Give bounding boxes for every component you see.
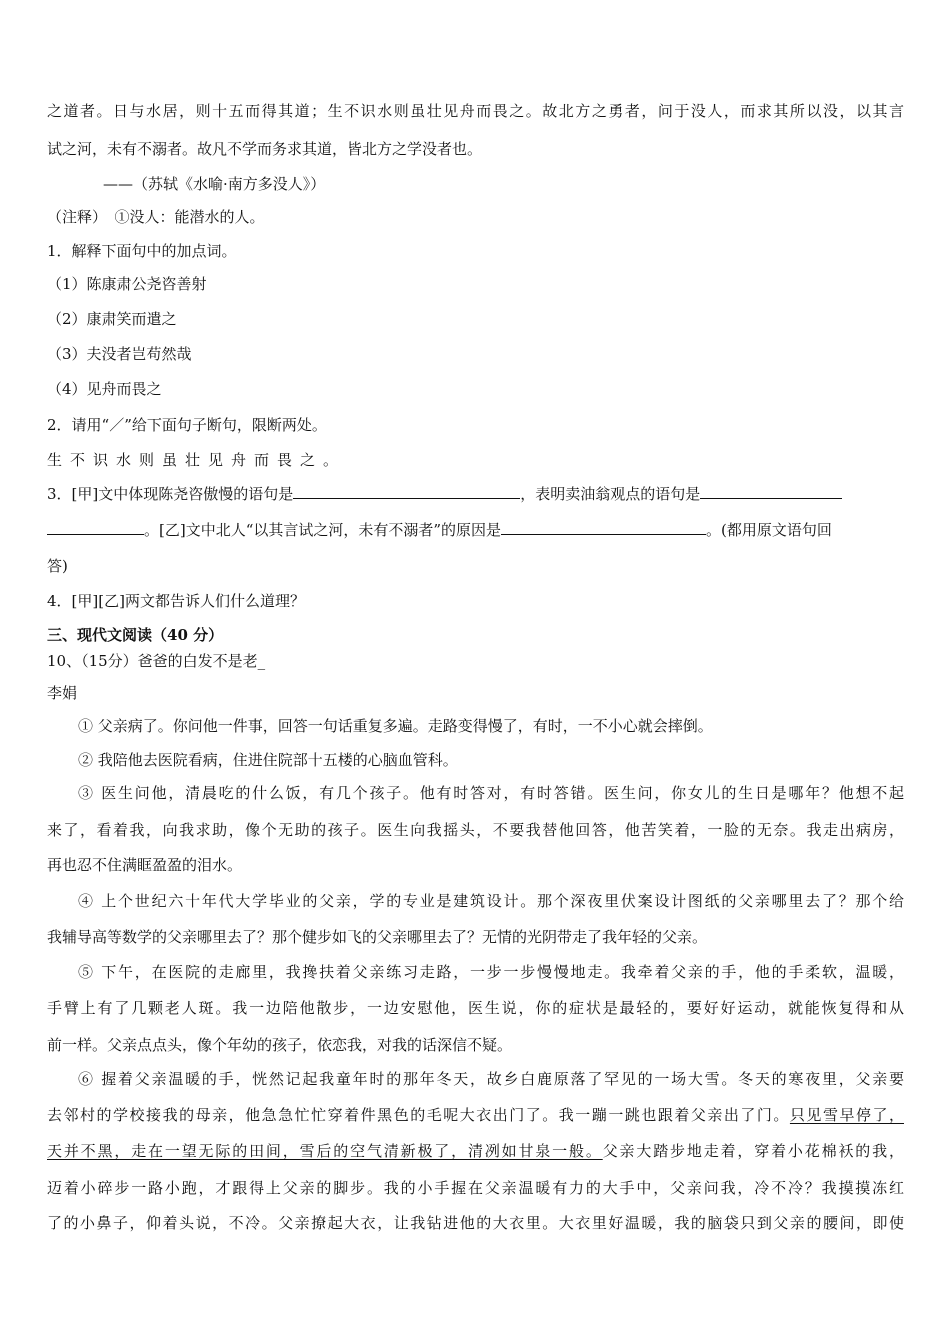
article-paragraph: 再也忍不住满眶盈盈的泪水。 [47, 856, 243, 874]
answer-blank[interactable] [501, 520, 706, 535]
article-paragraph: 了的小鼻子，仰着头说，不冷。父亲撩起大衣，让我钻进他的大衣里。大衣里好温暖，我的脑袋只到父亲的腰间，即使 [47, 1214, 904, 1232]
article-paragraph [47, 1104, 904, 1126]
article-paragraph: ⑤ 下午，在医院的走廊里，我搀扶着父亲练习走路，一步一步慢慢地走。我牵着父亲的手，他的手柔软，温暖， [78, 963, 904, 981]
question-1-item: （2）康肃笑而遣之 [47, 310, 177, 328]
question-3-line [47, 519, 832, 541]
question-1-item: （3）夫没者岂苟然哉 [47, 345, 192, 363]
article-paragraph: 前一样。父亲点点头，像个年幼的孩子，依恋我，对我的话深信不疑。 [47, 1036, 513, 1054]
question-3-text: ，表明卖油翁观点的语句是 [520, 485, 701, 503]
question-3-text: 。[乙]文中北人“以其言试之河，未有不溺者”的原因是 [144, 521, 502, 539]
question-10-title: 10、（15分）爸爸的白发不是老_ [47, 652, 266, 670]
article-text: 父亲大踏步地走着，穿着小花棉袄的我， [602, 1142, 904, 1160]
article-paragraph [47, 1140, 904, 1162]
article-paragraph: 我辅导高等数学的父亲哪里去了？那个健步如飞的父亲哪里去了？无情的光阴带走了我年轻的父亲。 [47, 928, 708, 946]
passage-source: ——（苏轼《水喻·南方多没人》） [103, 175, 326, 193]
article-paragraph: ④ 上个世纪六十年代大学毕业的父亲，学的专业是建筑设计。那个深夜里伏案设计图纸的父亲哪里去了？那个给 [78, 892, 904, 910]
article-author: 李娟 [47, 684, 78, 702]
article-paragraph: 手臂上有了几颗老人斑。我一边陪他散步，一边安慰他，医生说，你的症状是最轻的，要好好运动，就能恢复得和从 [47, 999, 904, 1017]
passage-line: 试之河，未有不溺者。故凡不学而务求其道，皆北方之学没者也。 [47, 140, 483, 158]
underlined-sentence: 天并不黑，走在一望无际的田间，雪后的空气清新极了，清冽如甘泉一般。 [47, 1142, 603, 1160]
question-3-text: 3．[甲]文中体现陈尧咨傲慢的语句是 [47, 485, 294, 503]
article-paragraph: ① 父亲病了。你问他一件事，回答一句话重复多遍。走路变得慢了，有时，一不小心就会摔倒。 [78, 717, 713, 735]
article-paragraph: 迈着小碎步一路小跑，才跟得上父亲的脚步。我的小手握在父亲温暖有力的大手中，父亲问我，冷不冷？我摸摸冻红 [47, 1179, 904, 1197]
question-2: 2．请用“／”给下面句子断句，限断两处。 [47, 416, 327, 434]
underlined-sentence: 只见雪早停了， [789, 1106, 904, 1124]
annotation-note: （注释） ①没人：能潜水的人。 [47, 208, 265, 226]
section-heading: 三、现代文阅读（40 分） [47, 626, 224, 644]
article-paragraph: ③ 医生问他，清晨吃的什么饭，有几个孩子。他有时答对，有时答错。医生问，你女儿的生日是哪年？他想不起 [78, 784, 904, 802]
question-3-text: 。(都用原文语句回 [706, 521, 832, 539]
question-4: 4．[甲][乙]两文都告诉人们什么道理？ [47, 592, 305, 610]
question-1: 1．解释下面句中的加点词。 [47, 242, 237, 260]
answer-blank[interactable] [293, 484, 520, 499]
question-3-line [47, 483, 842, 505]
article-text: 去邻村的学校接我的母亲，他急急忙忙穿着件黑色的毛呢大衣出门了。我一蹦一跳也跟着父亲出了门。 [47, 1106, 790, 1124]
question-1-item: （4）见舟而畏之 [47, 380, 162, 398]
question-1-item: （1）陈康肃公尧咨善射 [47, 275, 207, 293]
article-paragraph: ⑥ 握着父亲温暖的手，恍然记起我童年时的那年冬天，故乡白鹿原落了罕见的一场大雪。冬天的寒夜里，父亲要 [78, 1070, 904, 1088]
article-paragraph: ② 我陪他去医院看病，住进住院部十五楼的心脑血管科。 [78, 751, 458, 769]
passage-line: 之道者。日与水居，则十五而得其道；生不识水则虽壮见舟而畏之。故北方之勇者，问于没人，而求其所以没，以其言 [47, 102, 904, 120]
answer-blank[interactable] [700, 484, 842, 499]
question-3-line: 答) [47, 557, 68, 575]
article-paragraph: 来了，看着我，向我求助，像个无助的孩子。医生向我摇头，不要我替他回答，他苦笑着，一脸的无奈。我走出病房， [47, 821, 904, 839]
question-2-sentence: 生不识水则虽壮见舟而畏之。 [47, 451, 347, 469]
answer-blank[interactable] [47, 520, 144, 535]
